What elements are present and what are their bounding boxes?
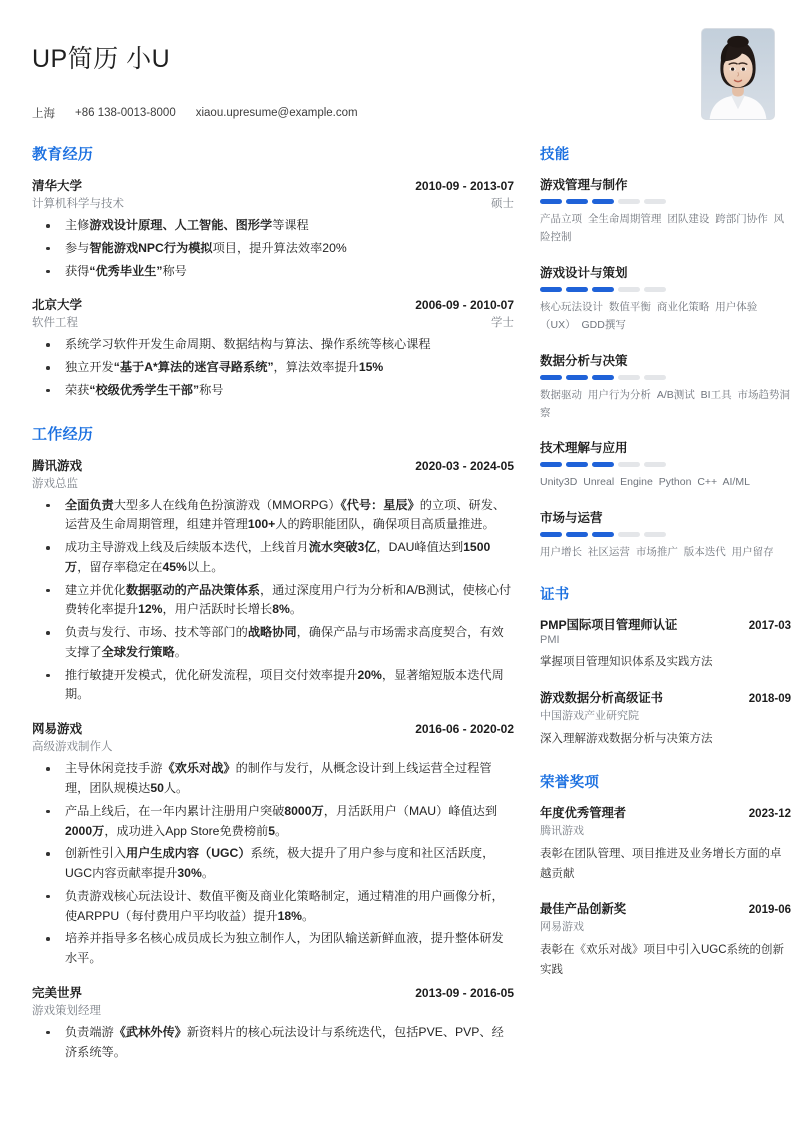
list-item: 全面负责大型多人在线角色扮演游戏（MMORPG）《代号：星辰》的立项、研发、运营及生命周期管理，组建并管理100+人的跨职能团队，确保项目高质量推进。 bbox=[32, 496, 514, 536]
skill-group bbox=[540, 175, 791, 247]
skill-group-name: 数据分析与决策 bbox=[540, 353, 628, 368]
list-item: 负责与发行、市场、技术等部门的战略协同，确保产品与市场需求高度契合，有效支撑了全球发行策略。 bbox=[32, 623, 514, 663]
entry-role: 软件工程 bbox=[32, 317, 78, 330]
certificate-items bbox=[540, 615, 791, 749]
award-items bbox=[540, 803, 791, 980]
credential-title: 游戏数据分析高级证书 bbox=[540, 690, 663, 705]
list-item: 获得“优秀毕业生”称号 bbox=[32, 262, 514, 282]
entry-role: 游戏策划经理 bbox=[32, 1004, 101, 1017]
skill-group bbox=[540, 438, 791, 491]
skill-level-segment bbox=[618, 375, 640, 380]
entry-subheader bbox=[32, 1002, 514, 1018]
entry-organization: 北京大学 bbox=[32, 298, 83, 313]
skill-level-bar bbox=[540, 462, 791, 467]
page-title: UP简历 小U bbox=[32, 45, 171, 73]
skill-tags: 用户增长 社区运营 市场推广 版本迭代 用户留存 bbox=[540, 545, 774, 558]
skill-group-name: 技术理解与应用 bbox=[540, 441, 628, 456]
skill-level-segment bbox=[592, 199, 614, 204]
list-item: 系统学习软件开发生命周期、数据结构与算法、操作系统等核心课程 bbox=[32, 335, 514, 355]
list-item: 培养并指导多名核心成员成长为独立制作人，为团队输送新鲜血液，提升整体研发水平。 bbox=[32, 929, 514, 969]
right-column bbox=[540, 143, 791, 980]
list-item: 荣获“校级优秀学生干部”称号 bbox=[32, 381, 514, 401]
entry-date-range: 2016-06 - 2020-02 bbox=[415, 722, 514, 737]
section-education bbox=[32, 143, 514, 401]
entry-date-range: 2006-09 - 2010-07 bbox=[415, 298, 514, 313]
credential-issuer: 腾讯游戏 bbox=[540, 825, 584, 838]
credential-description: 表彰在《欢乐对战》项目中引入UGC系统的创新实践 bbox=[540, 944, 785, 976]
skill-tags: 产品立项 全生命周期管理 团队建设 跨部门协作 风险控制 bbox=[540, 213, 785, 244]
skill-level-segment bbox=[618, 532, 640, 537]
skill-tags: 核心玩法设计 数值平衡 商业化策略 用户体验（UX） GDD撰写 bbox=[540, 300, 758, 332]
entry-degree: 硕士 bbox=[491, 198, 514, 210]
experience-entry bbox=[32, 983, 514, 1063]
entry-header bbox=[32, 295, 514, 313]
list-item: 创新性引入用户生成内容（UGC）系统，极大提升了用户参与度和社区活跃度，UGC内容贡献率提升30%。 bbox=[32, 844, 514, 884]
resume-body bbox=[24, 143, 791, 1065]
skill-level-segment bbox=[592, 287, 614, 292]
skill-group-name: 游戏管理与制作 bbox=[540, 178, 628, 192]
skill-level-bar bbox=[540, 199, 791, 204]
entry-subheader bbox=[32, 314, 514, 330]
entry-header bbox=[32, 983, 514, 1001]
section-title-work: 工作经历 bbox=[32, 425, 94, 443]
credential-entry bbox=[540, 688, 791, 750]
skill-level-segment bbox=[566, 287, 588, 292]
skill-level-segment bbox=[540, 462, 562, 467]
experience-entry bbox=[32, 176, 514, 281]
contact-phone: +86 138-0013-8000 bbox=[75, 107, 176, 119]
entry-subheader bbox=[32, 475, 514, 491]
credential-date: 2023-12 bbox=[748, 808, 791, 821]
experience-entry bbox=[32, 295, 514, 400]
credential-title: PMP国际项目管理师认证 bbox=[540, 618, 678, 632]
entry-role: 计算机科学与技术 bbox=[32, 198, 124, 210]
credential-entry bbox=[540, 899, 791, 980]
entry-date-range: 2020-03 - 2024-05 bbox=[415, 458, 514, 473]
list-item: 负责端游《武林外传》新资料片的核心玩法设计与系统迭代，包括PVE、PVP、经济系统等。 bbox=[32, 1023, 514, 1063]
credential-description: 表彰在团队管理、项目推进及业务增长方面的卓越贡献 bbox=[540, 848, 782, 880]
entry-header bbox=[32, 456, 514, 474]
section-title-awards: 荣誉奖项 bbox=[540, 775, 600, 792]
list-item: 负责游戏核心玩法设计、数值平衡及商业化策略制定，通过精准的用户画像分析，使ARPPU（每付费用户平均收益）提升18%。 bbox=[32, 887, 514, 927]
list-item: 推行敏捷开发模式，优化研发流程，项目交付效率提升20%，显著缩短版本迭代周期。 bbox=[32, 666, 514, 706]
skill-level-segment bbox=[618, 199, 640, 204]
skill-groups bbox=[540, 175, 791, 561]
skill-level-segment bbox=[618, 462, 640, 467]
skill-group-name: 游戏设计与策划 bbox=[540, 265, 628, 280]
experience-entry bbox=[32, 456, 514, 706]
entry-organization: 腾讯游戏 bbox=[32, 458, 83, 473]
skill-level-segment bbox=[644, 462, 666, 467]
list-item: 建立并优化数据驱动的产品决策体系，通过深度用户行为分析和A/B测试，使核心付费转化率提升12%，用户活跃时长增长8%。 bbox=[32, 581, 514, 621]
education-entries bbox=[32, 176, 514, 401]
skill-level-segment bbox=[644, 532, 666, 537]
entry-bullet-list bbox=[32, 496, 514, 706]
skill-level-segment bbox=[566, 532, 588, 537]
credential-date: 2017-03 bbox=[748, 620, 791, 632]
credential-description: 掌握项目管理知识体系及实践方法 bbox=[540, 656, 713, 668]
entry-header bbox=[32, 719, 514, 737]
list-item: 产品上线后，在一年内累计注册用户突破8000万，月活跃用户（MAU）峰值达到2000万，成功进入App Store免费榜前5。 bbox=[32, 802, 514, 842]
entry-role: 高级游戏制作人 bbox=[32, 741, 113, 754]
entry-organization: 网易游戏 bbox=[32, 722, 83, 737]
avatar-portrait-icon bbox=[702, 29, 774, 119]
entry-degree: 学士 bbox=[491, 317, 514, 330]
section-certificates bbox=[540, 583, 791, 749]
skill-level-segment bbox=[592, 532, 614, 537]
skill-group bbox=[540, 351, 791, 423]
skill-tags: 数据驱动 用户行为分析 A/B测试 BI工具 市场趋势洞察 bbox=[540, 388, 791, 419]
skill-level-bar bbox=[540, 375, 791, 380]
credential-title: 年度优秀管理者 bbox=[540, 806, 627, 821]
section-skills bbox=[540, 143, 791, 561]
skill-level-segment bbox=[540, 287, 562, 292]
list-item: 独立开发“基于A*算法的迷宫寻路系统”，算法效率提升15% bbox=[32, 358, 514, 378]
section-awards bbox=[540, 771, 791, 980]
skill-group bbox=[540, 263, 791, 335]
skill-level-segment bbox=[644, 199, 666, 204]
resume-header bbox=[24, 26, 775, 121]
credential-header bbox=[540, 803, 791, 821]
skill-level-segment bbox=[566, 199, 588, 204]
skill-level-segment bbox=[540, 375, 562, 380]
list-item: 成功主导游戏上线及后续版本迭代，上线首月流水突破3亿，DAU峰值达到1500万，留存率稳定在45%以上。 bbox=[32, 538, 514, 578]
section-title-certificates: 证书 bbox=[540, 587, 570, 603]
skill-level-bar bbox=[540, 532, 791, 537]
skill-level-segment bbox=[644, 375, 666, 380]
entry-organization: 完美世界 bbox=[32, 985, 83, 1000]
section-title-education: 教育经历 bbox=[32, 146, 94, 163]
section-title-skills: 技能 bbox=[540, 147, 570, 163]
skill-level-bar bbox=[540, 287, 791, 292]
skill-group bbox=[540, 508, 791, 561]
contact-location: 上海 bbox=[32, 108, 55, 120]
skill-level-segment bbox=[540, 199, 562, 204]
avatar bbox=[701, 28, 775, 120]
skill-level-segment bbox=[540, 532, 562, 537]
section-work bbox=[32, 423, 514, 1063]
credential-header bbox=[540, 899, 791, 917]
credential-description: 深入理解游戏数据分析与决策方法 bbox=[540, 732, 713, 745]
entry-subheader bbox=[32, 738, 514, 754]
credential-issuer: 网易游戏 bbox=[540, 921, 584, 934]
entry-bullet-list bbox=[32, 216, 514, 281]
skill-level-segment bbox=[644, 287, 666, 292]
entry-subheader bbox=[32, 195, 514, 211]
left-column bbox=[32, 143, 540, 1065]
entry-bullet-list bbox=[32, 1023, 514, 1063]
list-item: 主修游戏设计原理、人工智能、图形学等课程 bbox=[32, 216, 514, 236]
credential-date: 2018-09 bbox=[748, 692, 791, 705]
skill-level-segment bbox=[566, 462, 588, 467]
entry-header bbox=[32, 176, 514, 194]
credential-header bbox=[540, 615, 791, 633]
skill-level-segment bbox=[592, 375, 614, 380]
list-item: 参与智能游戏NPC行为模拟项目，提升算法效率20% bbox=[32, 239, 514, 259]
credential-entry bbox=[540, 615, 791, 673]
skill-group-name: 市场与运营 bbox=[540, 510, 603, 525]
skill-level-segment bbox=[592, 462, 614, 467]
entry-bullet-list bbox=[32, 335, 514, 400]
work-entries bbox=[32, 456, 514, 1063]
header-text-block bbox=[32, 26, 358, 121]
credential-header bbox=[540, 688, 791, 706]
contact-row bbox=[32, 105, 358, 121]
entry-date-range: 2010-09 - 2013-07 bbox=[415, 179, 514, 193]
skill-level-segment bbox=[566, 375, 588, 380]
skill-tags: Unity3D Unreal Engine Python C++ AI/ML bbox=[540, 476, 750, 489]
credential-title: 最佳产品创新奖 bbox=[540, 902, 627, 917]
credential-issuer: 中国游戏产业研究院 bbox=[540, 709, 639, 722]
entry-bullet-list bbox=[32, 759, 514, 969]
entry-date-range: 2013-09 - 2016-05 bbox=[415, 985, 514, 1000]
credential-date: 2019-06 bbox=[748, 904, 791, 917]
credential-entry bbox=[540, 803, 791, 884]
entry-organization: 清华大学 bbox=[32, 179, 83, 193]
entry-role: 游戏总监 bbox=[32, 477, 78, 490]
list-item: 主导休闲竞技手游《欢乐对战》的制作与发行，从概念设计到上线运营全过程管理，团队规模达50人。 bbox=[32, 759, 514, 799]
skill-level-segment bbox=[618, 287, 640, 292]
contact-email: xiaou.upresume@example.com bbox=[195, 107, 358, 119]
experience-entry bbox=[32, 719, 514, 969]
credential-issuer: PMI bbox=[540, 634, 560, 646]
